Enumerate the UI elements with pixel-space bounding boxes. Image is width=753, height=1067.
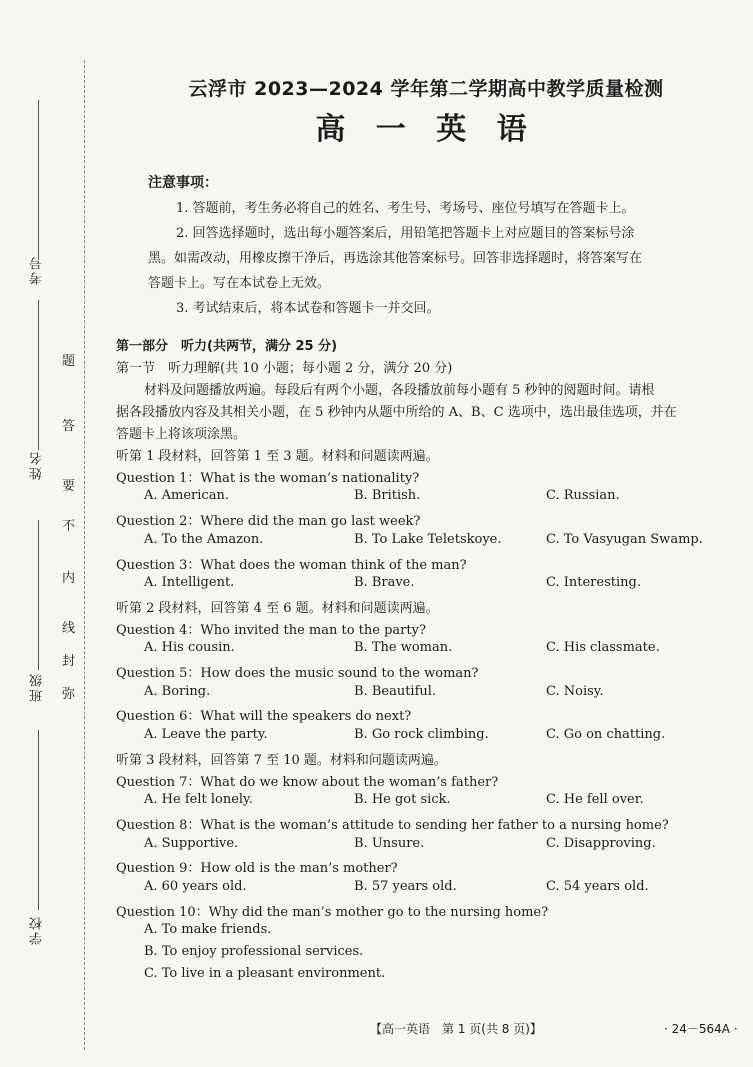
answer-option: B. He got sick. (354, 792, 451, 808)
answer-option: A. American. (144, 488, 229, 504)
note-line: 2. 回答选择题时，选出每小题答案后，用铅笔把答题卡上对应题目的答案标号涂 (176, 226, 635, 241)
answer-option: A. Supportive. (144, 835, 239, 851)
part1-heading: 第一部分 听力(共两节，满分 25 分) (116, 339, 338, 354)
answer-option: C. His classmate. (546, 640, 660, 656)
seal-char: 不 (62, 519, 76, 534)
section-intro: 听第 3 段材料，回答第 7 至 10 题。材料和问题读两遍。 (116, 752, 447, 768)
answer-option: A. Intelligent. (144, 575, 235, 591)
binding-margin (0, 0, 100, 1067)
answer-option: C. Go on chatting. (546, 727, 666, 743)
seal-char: 封 (62, 654, 76, 669)
question-text: Question 2：Where did the man go last week? (116, 514, 421, 530)
answer-option: B. To Lake Teletskoye. (354, 531, 502, 547)
instruction-line: 答题卡上将该项涂黑。 (116, 427, 247, 442)
answer-option: C. Noisy. (546, 683, 604, 699)
note-line: 黑。如需改动，用橡皮擦干净后，再选涂其他答案标号。回答非选择题时，将答案写在 (148, 251, 643, 266)
note-line: 答题卡上。写在本试卷上无效。 (148, 276, 331, 291)
answer-option: A. 60 years old. (144, 879, 247, 894)
question-text: Question 4：Who invited the man to the party? (116, 622, 426, 638)
question-text: Question 8：What is the woman’s attitude to sending her father to a nursing home? (116, 817, 669, 833)
seal-dashed-line (84, 60, 85, 1050)
answer-option: C. He fell over. (546, 792, 644, 808)
answer-option: C. Russian. (546, 488, 620, 504)
answer-option: B. Beautiful. (354, 683, 437, 699)
answer-option: B. To enjoy professional services. (144, 944, 364, 960)
question-text: Question 6：What will the speakers do next? (116, 709, 412, 725)
answer-option: B. 57 years old. (354, 879, 457, 894)
school-line (38, 730, 39, 910)
subject-title: 高 一 英 语 (315, 112, 537, 147)
notes-heading: 注意事项： (148, 175, 218, 191)
exam-title: 云浮市 2023—2024 学年第二学期高中教学质量检测 (188, 78, 664, 100)
name-label: 姓名 (30, 450, 45, 480)
seal-char: 题 (62, 354, 76, 369)
note-line: 3. 考试结束后，将本试卷和答题卡一并交回。 (176, 301, 440, 316)
school-label: 学校 (30, 915, 45, 945)
seal-char: 答 (62, 419, 76, 434)
note-line: 1. 答题前，考生务必将自己的姓名、考生号、考场号、座位号填写在答题卡上。 (176, 201, 635, 216)
answer-option: A. To make friends. (144, 922, 272, 938)
answer-option: C. To Vasyugan Swamp. (546, 531, 703, 547)
seal-char: 线 (62, 621, 76, 636)
answer-option: C. 54 years old. (546, 879, 649, 894)
question-text: Question 9：How old is the man’s mother? (116, 861, 398, 877)
answer-option: B. The woman. (354, 640, 453, 656)
section-intro: 听第 1 段材料，回答第 1 至 3 题。材料和问题读两遍。 (116, 449, 439, 464)
answer-option: B. Go rock climbing. (354, 727, 489, 743)
section1-heading: 第一节 听力理解(共 10 小题；每小题 2 分，满分 20 分) (116, 361, 453, 376)
exam-no-label: 考号 (30, 255, 45, 285)
question-text: Question 3：What does the woman think of the man? (116, 557, 467, 573)
question-text: Question 10：Why did the man’s mother go to the nursing home? (116, 904, 549, 920)
seal-char: 要 (62, 479, 76, 494)
section-intro: 听第 2 段材料，回答第 4 至 6 题。材料和问题读两遍。 (116, 600, 439, 616)
seal-char: 内 (62, 571, 76, 586)
answer-option: B. British. (354, 488, 421, 504)
class-label: 班级 (30, 672, 45, 702)
answer-option: A. To the Amazon. (144, 531, 264, 547)
answer-option: C. Interesting. (546, 575, 641, 591)
answer-option: C. To live in a pleasant environment. (144, 965, 386, 981)
question-text: Question 5：How does the music sound to the woman? (116, 666, 479, 681)
answer-option: A. He felt lonely. (144, 792, 253, 808)
answer-option: B. Brave. (354, 575, 415, 591)
name-line (38, 300, 39, 450)
question-text: Question 1：What is the woman’s nationality? (116, 470, 420, 486)
footer-page-info: 【高一英语 第 1 页(共 8 页)】 (370, 1022, 542, 1036)
instruction-line: 材料及问题播放两遍。每段后有两个小题，各段播放前每小题有 5 秒钟的阅题时间。请根 (144, 383, 655, 398)
answer-option: A. His cousin. (144, 640, 235, 656)
answer-option: A. Leave the party. (144, 727, 268, 743)
class-line (38, 520, 39, 670)
answer-option: B. Unsure. (354, 835, 425, 851)
seal-char: 弥 (62, 687, 76, 702)
answer-option: C. Disapproving. (546, 835, 656, 851)
footer-code: · 24－564A · (664, 1022, 738, 1036)
exam-no-line (38, 100, 39, 260)
question-text: Question 7：What do we know about the woman’s father? (116, 774, 499, 790)
instruction-line: 据各段播放内容及其相关小题，在 5 秒钟内从题中所给的 A、B、C 选项中，选出最佳选项，并在 (116, 405, 677, 420)
answer-option: A. Boring. (144, 683, 211, 699)
